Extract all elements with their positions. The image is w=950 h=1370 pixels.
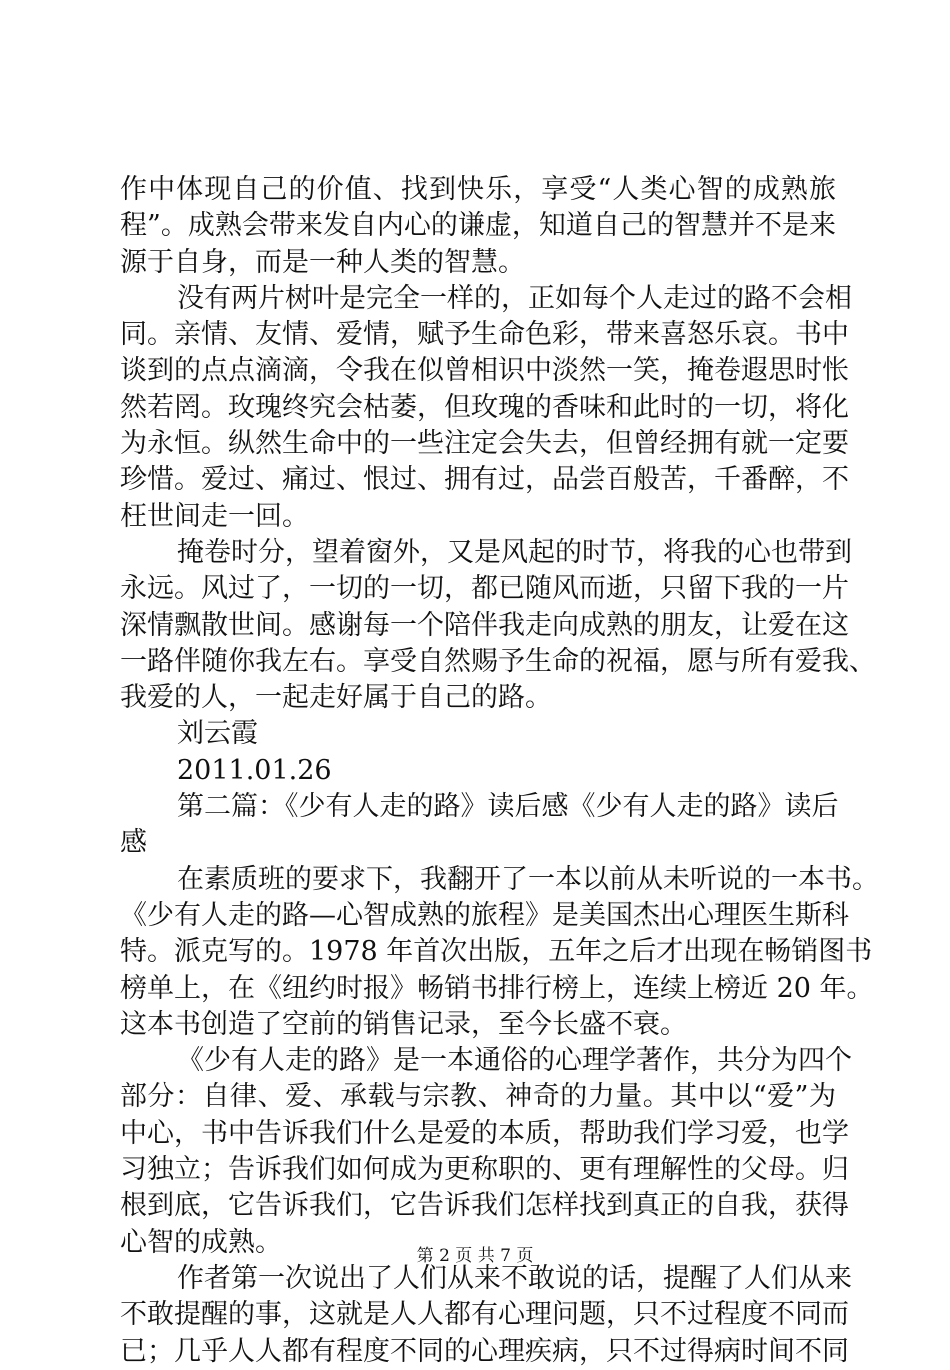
text-line: 第二篇：《少有人走的路》读后感《少有人走的路》读后 bbox=[177, 791, 839, 823]
text-line: 2011.01.26 bbox=[177, 754, 332, 786]
text-line: 谈到的点点滴滴，令我在似曾相识中淡然一笑，掩卷遐思时怅 bbox=[120, 355, 849, 387]
text-line: 刘云霞 bbox=[177, 718, 258, 750]
text-line: 特。派克写的。1978 年首次出版，五年之后才出现在畅销图书 bbox=[120, 936, 873, 968]
text-line: 不敢提醒的事，这就是人人都有心理问题，只不过程度不同而 bbox=[120, 1299, 849, 1331]
text-line: 中心，书中告诉我们什么是爱的本质，帮助我们学习爱，也学 bbox=[120, 1117, 849, 1149]
document-body bbox=[120, 172, 879, 1370]
text-line: 珍惜。爱过、痛过、恨过、拥有过，品尝百般苦，千番醉，不 bbox=[120, 464, 849, 496]
text-line: 这本书创造了空前的销售记录，至今长盛不衰。 bbox=[120, 1008, 687, 1040]
text-line: 作者第一次说出了人们从来不敢说的话，提醒了人们从来 bbox=[177, 1262, 852, 1294]
text-line: 《少有人走的路》是一本通俗的心理学著作，共分为四个 bbox=[177, 1045, 852, 1077]
text-line: 枉世间走一回。 bbox=[120, 500, 309, 532]
text-line: 作中体现自己的价值、找到快乐，享受“人类心智的成熟旅 bbox=[120, 174, 836, 205]
text-line: 部分：自律、爱、承载与宗教、神奇的力量。其中以“爱”为 bbox=[120, 1081, 836, 1113]
text-line: 为永恒。纵然生命中的一些注定会失去，但曾经拥有就一定要 bbox=[120, 428, 849, 460]
text-line: 习独立；告诉我们如何成为更称职的、更有理解性的父母。归 bbox=[120, 1154, 849, 1186]
page-footer: 第 2 页 共 7 页 bbox=[416, 1246, 534, 1266]
text-line: 程”。成熟会带来发自内心的谦虚，知道自己的智慧并不是来 bbox=[120, 210, 836, 242]
text-line: 一路伴随你我左右。享受自然赐予生命的祝福，愿与所有爱我、 bbox=[120, 645, 876, 677]
text-line: 在素质班的要求下，我翻开了一本以前从未听说的一本书。 bbox=[177, 863, 879, 895]
text-line: 我爱的人，一起走好属于自己的路。 bbox=[120, 682, 552, 714]
text-line: 感 bbox=[120, 827, 147, 859]
text-line: 心智的成熟。 bbox=[120, 1226, 282, 1258]
text-line: 然若罔。玫瑰终究会枯萎，但玫瑰的香味和此时的一切，将化 bbox=[120, 391, 849, 423]
text-line: 源于自身，而是一种人类的智慧。 bbox=[120, 246, 525, 278]
text-line: 没有两片树叶是完全一样的，正如每个人走过的路不会相 bbox=[177, 282, 852, 314]
text-line: 榜单上，在《纽约时报》畅销书排行榜上，连续上榜近 20 年。 bbox=[120, 972, 874, 1004]
text-line: 掩卷时分，望着窗外，又是风起的时节，将我的心也带到 bbox=[177, 536, 852, 568]
text-line: 已；几乎人人都有程度不同的心理疾病，只不过得病时间不同 bbox=[120, 1335, 849, 1367]
text-line: 永远。风过了，一切的一切，都已随风而逝，只留下我的一片 bbox=[120, 573, 849, 605]
text-line: 深情飘散世间。感谢每一个陪伴我走向成熟的朋友，让爱在这 bbox=[120, 609, 849, 641]
text-line: 同。亲情、友情、爱情，赋予生命色彩，带来喜怒乐哀。书中 bbox=[120, 319, 849, 351]
text-line: 《少有人走的路—心智成熟的旅程》是美国杰出心理医生斯科 bbox=[120, 899, 849, 931]
text-line: 根到底，它告诉我们，它告诉我们怎样找到真正的自我，获得 bbox=[120, 1190, 849, 1222]
